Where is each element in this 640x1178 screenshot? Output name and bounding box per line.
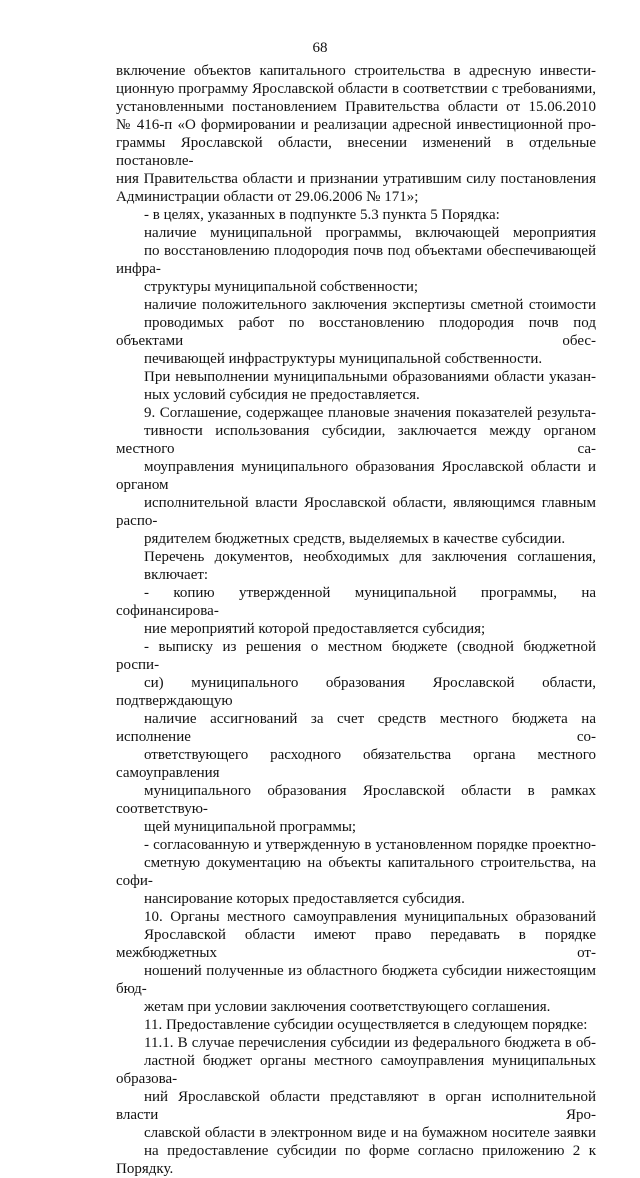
text-line: структуры муниципальной собственности; <box>144 279 419 295</box>
paragraph <box>116 638 596 836</box>
text-line: ния Правительства области и признании утратившим силу постановления <box>116 171 596 187</box>
text-line: - выписку из решения о местном бюджете (сводной бюджетной роспи- <box>116 639 596 673</box>
text-line: проводимых работ по восстановлению плодородия почв под объектами обес- <box>116 315 596 349</box>
paragraph <box>116 368 596 404</box>
text-line: установленными постановлением Правительства области от 15.06.2010 <box>116 99 596 115</box>
paragraph <box>116 908 596 1016</box>
paragraph <box>116 296 596 368</box>
text-line: жетам при условии заключения соответствующего соглашения. <box>144 999 551 1015</box>
text-line: - в целях, указанных в подпункте 5.3 пункта 5 Порядка: <box>144 207 500 223</box>
text-line: - согласованную и утвержденную в установленном порядке проектно- <box>144 837 596 853</box>
paragraph <box>116 224 596 296</box>
text-line: 11.1. В случае перечисления субсидии из федерального бюджета в об- <box>144 1035 596 1051</box>
text-line: наличие положительного заключения экспертизы сметной стоимости <box>144 297 596 313</box>
text-line: - копию утвержденной муниципальной программы, на софинансирова- <box>116 585 596 619</box>
text-line: 10. Органы местного самоуправления муниципальных образований <box>144 909 596 925</box>
text-line: наличие муниципальной программы, включающей мероприятия <box>144 225 596 241</box>
paragraph <box>116 1016 596 1034</box>
text-line: Ярославской области имеют право передавать в порядке межбюджетных от- <box>116 927 596 961</box>
text-line: нансирование которых предоставляется субсидия. <box>144 891 465 907</box>
text-line: 11. Предоставление субсидии осуществляется в следующем порядке: <box>144 1017 588 1033</box>
text-line: Администрации области от 29.06.2006 № 171»; <box>116 189 419 205</box>
text-line: ответствующего расходного обязательства органа местного самоуправления <box>116 747 596 781</box>
text-line: При невыполнении муниципальными образованиями области указан- <box>144 369 596 385</box>
text-line: ношений полученные из областного бюджета субсидии нижестоящим бюд- <box>116 963 596 997</box>
paragraph <box>116 584 596 638</box>
text-line: ластной бюджет органы местного самоуправления муниципальных образова- <box>116 1053 596 1087</box>
text-line: рядителем бюджетных средств, выделяемых в качестве субсидии. <box>144 531 566 547</box>
paragraph <box>116 206 596 224</box>
page-number: 68 <box>312 40 328 56</box>
text-line: включает: <box>144 567 209 583</box>
text-line: ных условий субсидия не предоставляется. <box>144 387 420 403</box>
text-line: сметную документацию на объекты капитального строительства, на софи- <box>116 855 596 889</box>
text-line: исполнительной власти Ярославской области, являющимся главным распо- <box>116 495 596 529</box>
text-line: си) муниципального образования Ярославской области, подтверждающую <box>116 675 596 709</box>
paragraph <box>116 62 596 206</box>
paragraph <box>116 836 596 908</box>
text-line: № 416-п «О формировании и реализации адресной инвестиционной про- <box>116 117 596 133</box>
text-line: 9. Соглашение, содержащее плановые значения показателей результа- <box>144 405 596 421</box>
text-line: щей муниципальной программы; <box>144 819 357 835</box>
text-line: по восстановлению плодородия почв под объектами обеспечивающей инфра- <box>116 243 596 277</box>
text-line: ний Ярославской области представляют в орган исполнительной власти Яро- <box>116 1089 596 1123</box>
text-line: ционную программу Ярославской области в соответствии с требованиями, <box>116 81 596 97</box>
paragraph <box>116 404 596 548</box>
document-body <box>116 62 596 1178</box>
paragraph <box>116 548 596 584</box>
text-line: наличие ассигнований за счет средств местного бюджета на исполнение со- <box>116 711 596 745</box>
text-line: тивности использования субсидии, заключается между органом местного са- <box>116 423 596 457</box>
text-line: ние мероприятий которой предоставляется субсидия; <box>144 621 486 637</box>
text-line: на предоставление субсидии по форме согласно приложению 2 к Порядку. <box>116 1143 596 1177</box>
text-line: печивающей инфраструктуры муниципальной собственности. <box>144 351 543 367</box>
text-line: граммы Ярославской области, внесении изменений в отдельные постановле- <box>116 135 596 169</box>
text-line: моуправления муниципального образования Ярославской области и органом <box>116 459 596 493</box>
text-line: включение объектов капитального строительства в адресную инвести- <box>116 63 596 79</box>
text-line: Перечень документов, необходимых для заключения соглашения, <box>144 549 596 565</box>
text-line: муниципального образования Ярославской области в рамках соответствую- <box>116 783 596 817</box>
text-line: славской области в электронном виде и на бумажном носителе заявки <box>144 1125 596 1141</box>
paragraph <box>116 1034 596 1178</box>
